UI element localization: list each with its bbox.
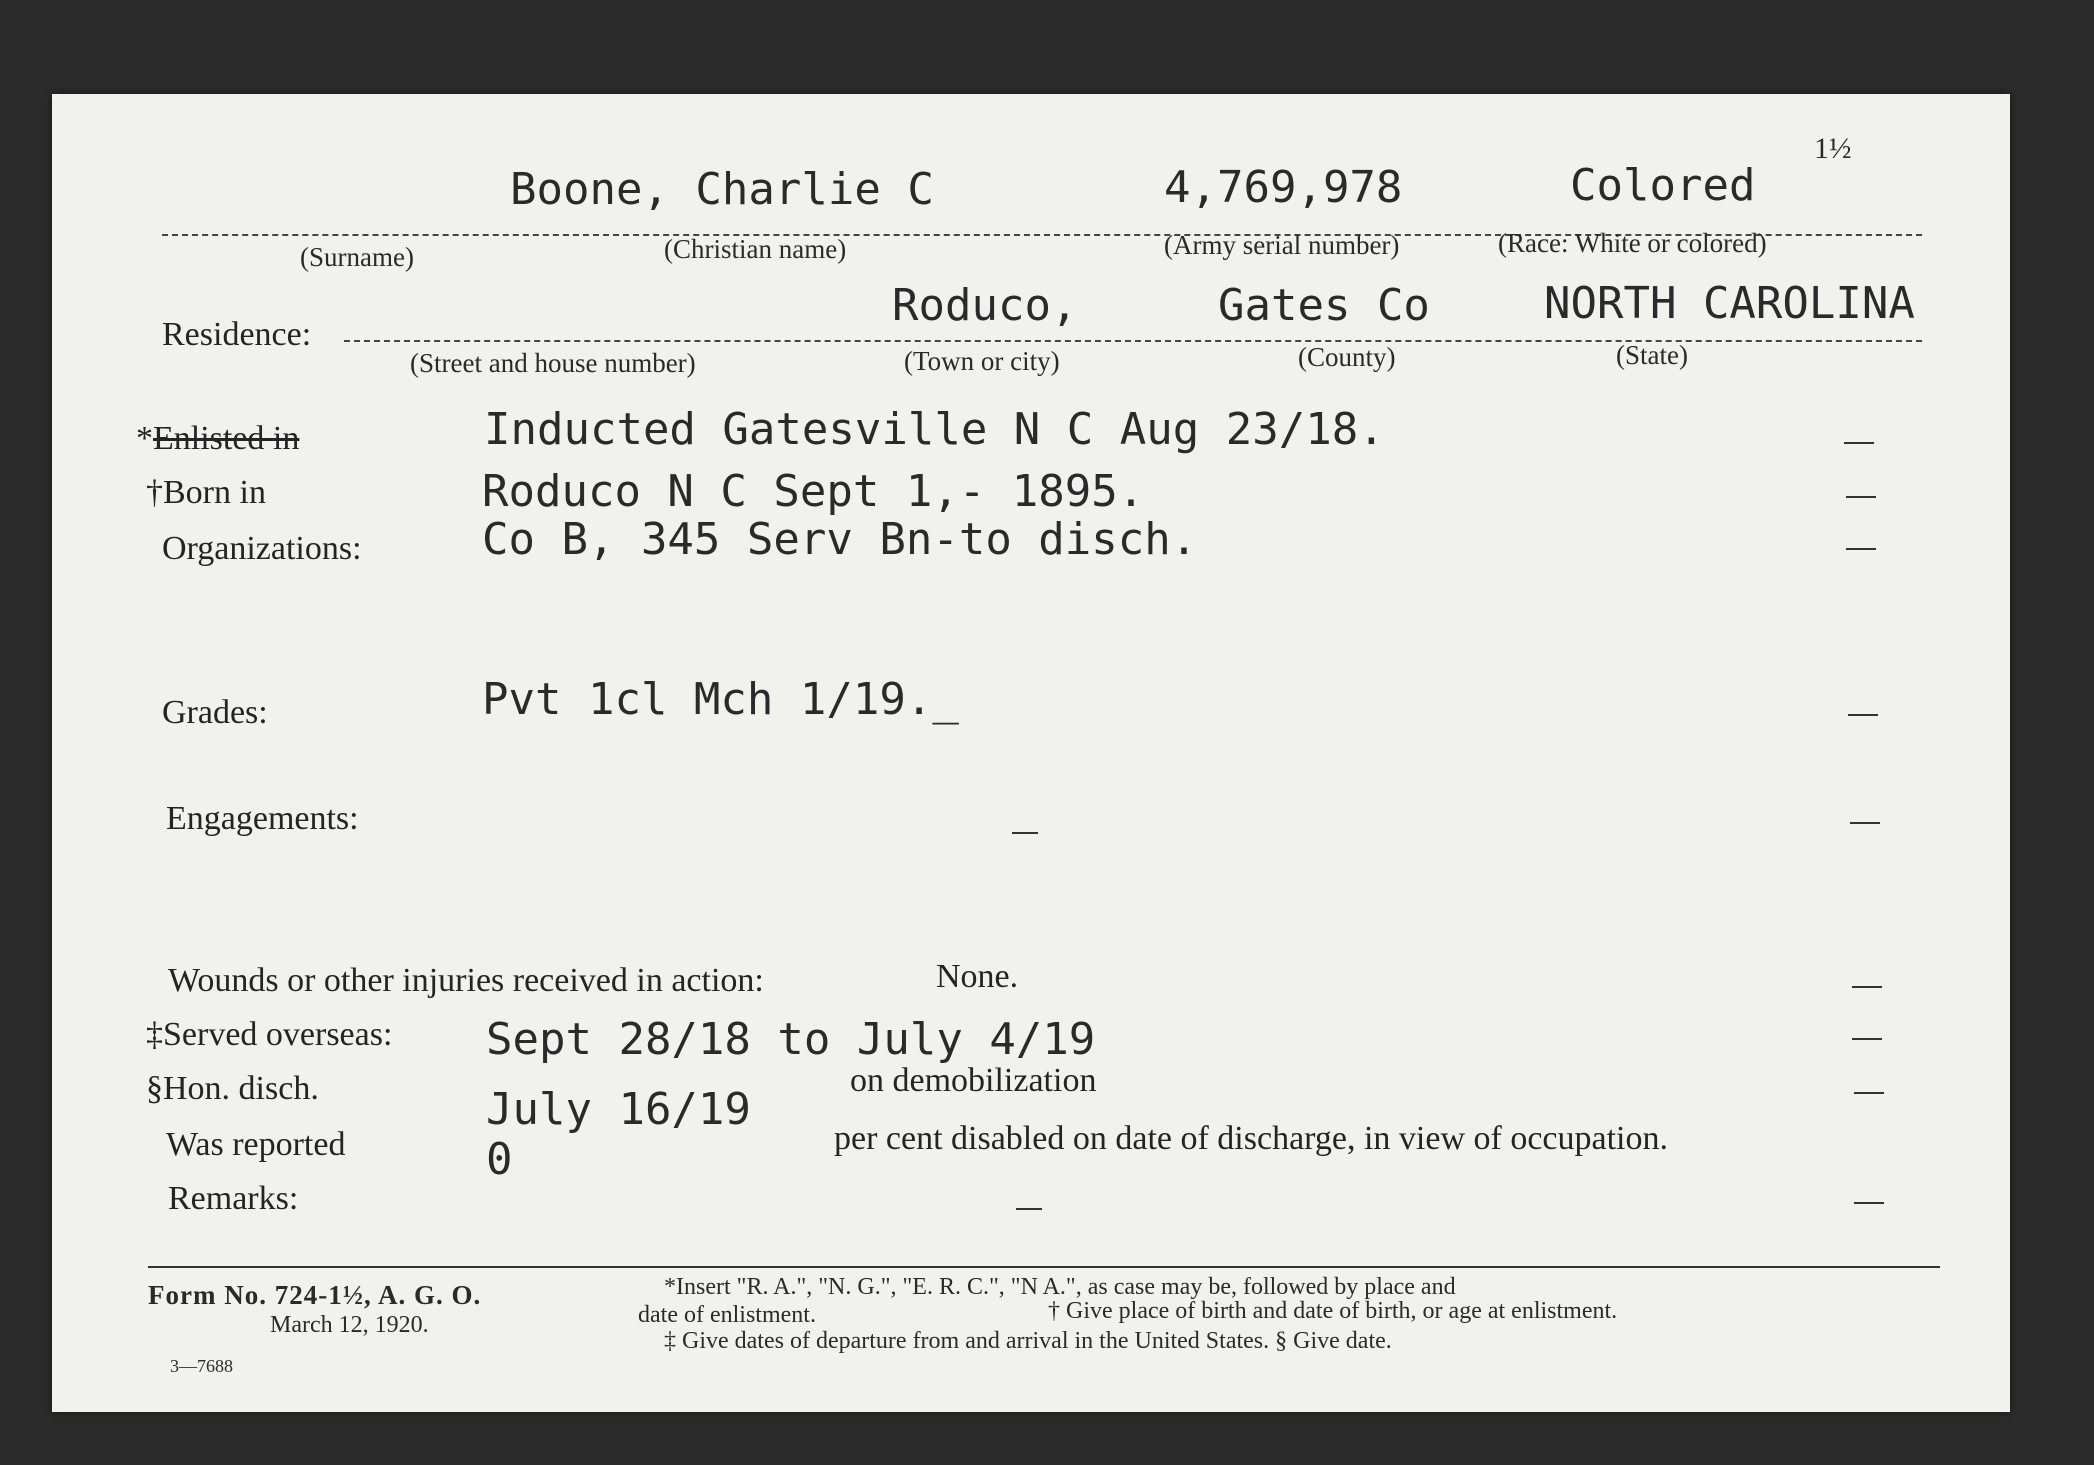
wounds-value: None. xyxy=(936,958,1019,995)
serial-number-value: 4,769,978 xyxy=(1164,162,1403,213)
disability-note: per cent disabled on date of discharge, in view of occupation. xyxy=(834,1120,1668,1157)
remarks-end-dash xyxy=(1854,1202,1884,1204)
enlisted-label xyxy=(136,420,299,458)
wounds-label: Wounds or other injuries received in action: xyxy=(168,962,764,999)
grades-end-dash xyxy=(1848,714,1878,716)
town-caption: (Town or city) xyxy=(904,346,1060,376)
footer-rule xyxy=(148,1266,1940,1268)
engagements-mid-dash xyxy=(1012,832,1038,834)
service-record-card xyxy=(52,94,2010,1412)
enlisted-mark: * xyxy=(136,420,153,457)
serial-caption: (Army serial number) xyxy=(1164,230,1400,260)
residence-county-value: Gates Co xyxy=(1218,280,1430,331)
print-code: 3—7688 xyxy=(170,1356,233,1376)
born-value: Roduco N C Sept 1,- 1895. xyxy=(482,466,1145,517)
street-caption: (Street and house number) xyxy=(410,348,696,378)
overseas-label: ‡Served overseas: xyxy=(146,1016,393,1053)
engagements-end-dash xyxy=(1850,822,1880,824)
enlisted-label-text: Enlisted in xyxy=(153,420,300,457)
surname-caption: (Surname) xyxy=(300,242,414,272)
county-caption: (County) xyxy=(1298,342,1396,372)
organizations-label: Organizations: xyxy=(162,530,362,567)
honorable-discharge-label: §Hon. disch. xyxy=(146,1070,319,1107)
form-date: March 12, 1920. xyxy=(270,1312,429,1338)
born-label: †Born in xyxy=(146,474,266,511)
born-end-dash xyxy=(1846,496,1876,498)
card-fraction: 1½ xyxy=(1814,132,1852,165)
overseas-value: Sept 28/18 to July 4/19 xyxy=(486,1014,1096,1065)
disability-percent-value: 0 xyxy=(486,1134,513,1185)
organizations-end-dash xyxy=(1846,548,1876,550)
state-caption: (State) xyxy=(1616,340,1688,370)
form-number: Form No. 724-1½, A. G. O. xyxy=(148,1280,482,1310)
discharge-end-dash xyxy=(1854,1092,1884,1094)
footnote-date-enlistment: date of enlistment. xyxy=(638,1302,816,1328)
remarks-label: Remarks: xyxy=(168,1180,299,1217)
grades-value: Pvt 1cl Mch 1/19._ xyxy=(482,674,959,725)
engagements-label: Engagements: xyxy=(166,800,359,837)
discharge-date-value: July 16/19 xyxy=(486,1084,751,1135)
remarks-mid-dash xyxy=(1016,1208,1042,1210)
enlisted-end-dash xyxy=(1844,442,1874,444)
discharge-note: on demobilization xyxy=(850,1062,1097,1099)
organizations-value: Co B, 345 Serv Bn-to disch. xyxy=(482,514,1198,565)
race-value: Colored xyxy=(1570,160,1756,211)
christian-name-caption: (Christian name) xyxy=(664,234,847,264)
enlisted-value: Inducted Gatesville N C Aug 23/18. xyxy=(484,404,1385,455)
footnote-departure: ‡ Give dates of departure from and arrival in the United States. § Give date. xyxy=(664,1328,1392,1354)
overseas-end-dash xyxy=(1852,1038,1882,1040)
residence-state-value: NORTH CAROLINA xyxy=(1544,278,1915,329)
footnote-birth: † Give place of birth and date of birth, or age at enlistment. xyxy=(1048,1298,1618,1324)
surname-name-value: Boone, Charlie C xyxy=(510,164,934,215)
was-reported-label: Was reported xyxy=(166,1126,346,1163)
residence-label: Residence: xyxy=(162,316,312,353)
footnote-insert: *Insert "R. A.", "N. G.", "E. R. C.", "N A.", as case may be, followed by place and xyxy=(664,1274,1456,1300)
race-caption: (Race: White or colored) xyxy=(1498,228,1767,258)
wounds-end-dash xyxy=(1852,986,1882,988)
residence-town-value: Roduco, xyxy=(892,280,1078,331)
grades-label: Grades: xyxy=(162,694,268,731)
